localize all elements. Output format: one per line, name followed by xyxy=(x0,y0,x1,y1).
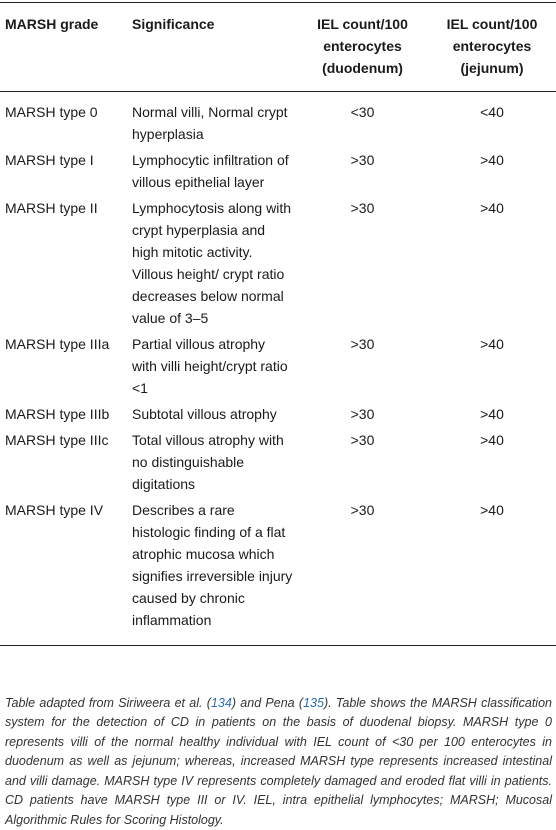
marsh-classification-table xyxy=(0,2,556,646)
cell-iel-jejunum: >40 xyxy=(428,197,556,333)
cell-iel-duodenum: <30 xyxy=(297,92,428,150)
cell-grade: MARSH type IIIa xyxy=(0,333,120,403)
header-iel-duodenum: IEL count/100 enterocytes (duodenum) xyxy=(297,3,428,92)
header-row xyxy=(0,3,556,92)
cell-significance: Partial villous atrophy with villi height/crypt ratio <1 xyxy=(120,333,297,403)
cell-significance: Normal villi, Normal crypt hyperplasia xyxy=(120,92,297,150)
header-iel-jejunum: IEL count/100 enterocytes (jejunum) xyxy=(428,3,556,92)
cell-grade: MARSH type II xyxy=(0,197,120,333)
cell-grade: MARSH type IIIc xyxy=(0,429,120,499)
cell-iel-duodenum: >30 xyxy=(297,403,428,429)
cell-iel-duodenum: >30 xyxy=(297,149,428,197)
table-row xyxy=(0,197,556,333)
cell-iel-jejunum: >40 xyxy=(428,333,556,403)
cell-significance: Describes a rare histologic finding of a flat atrophic mucosa which signifies irreversible injury caused by chronic inflammation xyxy=(120,499,297,646)
cell-significance: Lymphocytosis along with crypt hyperplasia and high mitotic activity. Villous height/ crypt ratio decreases below normal value of 3–5 xyxy=(120,197,297,333)
cell-grade: MARSH type IV xyxy=(0,499,120,646)
cell-grade: MARSH type I xyxy=(0,149,120,197)
cell-iel-jejunum: >40 xyxy=(428,429,556,499)
table-row xyxy=(0,149,556,197)
cell-significance: Total villous atrophy with no distinguishable digitations xyxy=(120,429,297,499)
footnote-text: Table adapted from Siriweera et al. ( xyxy=(5,696,211,710)
cell-iel-jejunum: >40 xyxy=(428,149,556,197)
cell-iel-duodenum: >30 xyxy=(297,197,428,333)
cell-grade: MARSH type IIIb xyxy=(0,403,120,429)
cell-significance: Lymphocytic infiltration of villous epithelial layer xyxy=(120,149,297,197)
cell-iel-jejunum: >40 xyxy=(428,499,556,646)
table-row xyxy=(0,429,556,499)
table-row xyxy=(0,403,556,429)
table-footnote xyxy=(5,694,552,830)
reference-link-134[interactable]: 134 xyxy=(211,696,232,710)
cell-iel-jejunum: <40 xyxy=(428,92,556,150)
footnote-text: ). Table shows the MARSH classification system for the detection of CD in patients on the basis of duodenal biopsy. MARSH type 0 represents villi of the normal healthy individual with IEL count of <30 per 100 enterocytes in duodenum as well as jejunum; whereas, increased MARSH type represents increased intestinal and villi damage. MARSH type IV represents completely damaged and eroded flat villi in patients. CD patients have MARSH type III or IV. IEL, intra epithelial lymphocytes; MARSH; Mucosal Algorithmic Rules for Scoring Histology. xyxy=(5,696,552,827)
cell-iel-duodenum: >30 xyxy=(297,333,428,403)
reference-link-135[interactable]: 135 xyxy=(303,696,324,710)
cell-grade: MARSH type 0 xyxy=(0,92,120,150)
cell-significance: Subtotal villous atrophy xyxy=(120,403,297,429)
table-row xyxy=(0,92,556,150)
table-row xyxy=(0,499,556,646)
table-header xyxy=(0,3,556,92)
cell-iel-duodenum: >30 xyxy=(297,429,428,499)
cell-iel-duodenum: >30 xyxy=(297,499,428,646)
cell-iel-jejunum: >40 xyxy=(428,403,556,429)
header-significance: Significance xyxy=(120,3,297,92)
header-marsh-grade: MARSH grade xyxy=(0,3,120,92)
table-row xyxy=(0,333,556,403)
table-body xyxy=(0,92,556,646)
footnote-text: ) and Pena ( xyxy=(232,696,303,710)
